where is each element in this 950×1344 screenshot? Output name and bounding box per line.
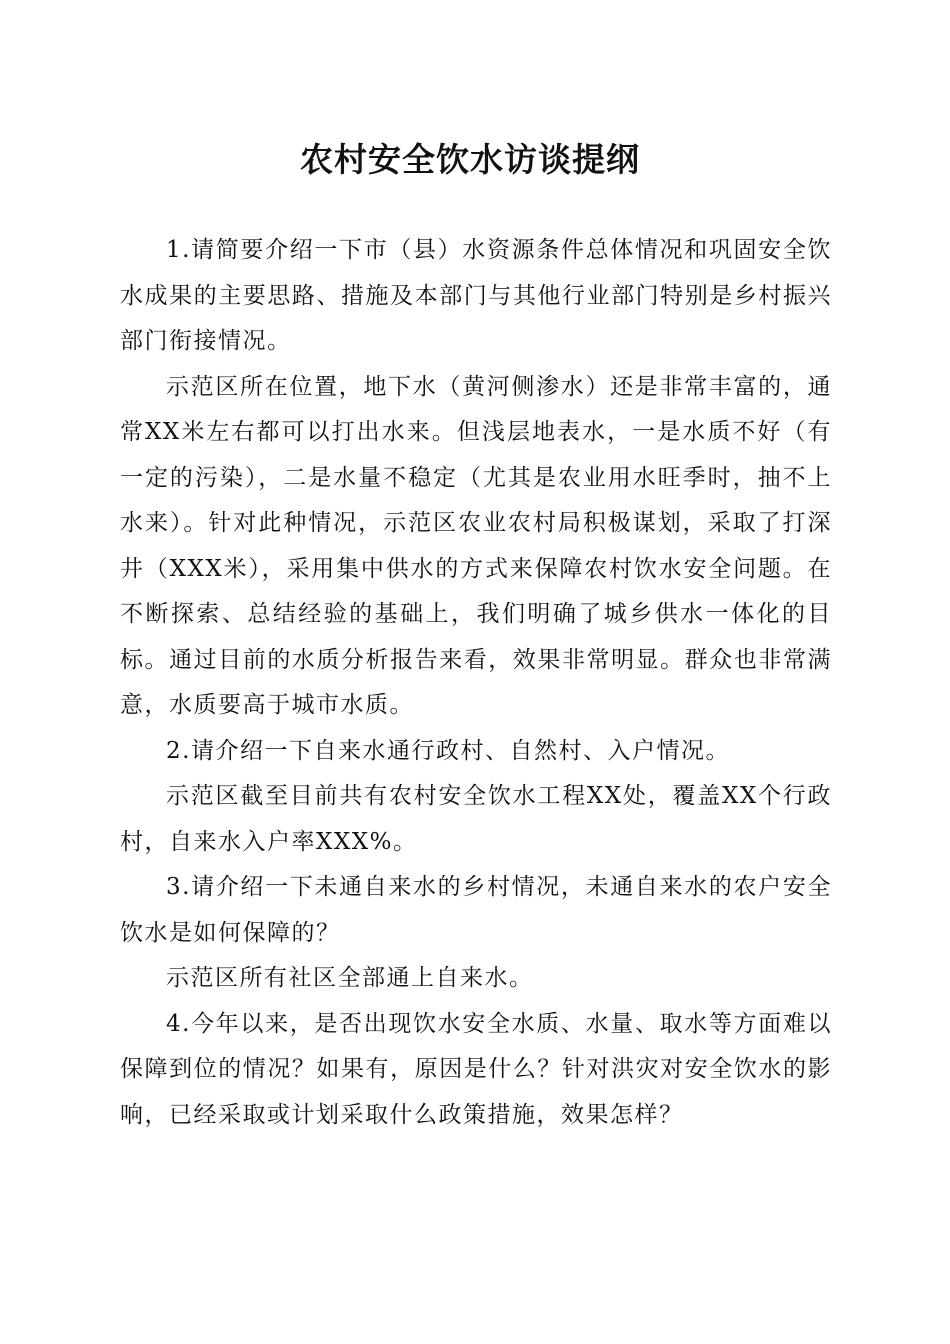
question-1: 1.请简要介绍一下市（县）水资源条件总体情况和巩固安全饮水成果的主要思路、措施及本部门与其他行业部门特别是乡村振兴部门衔接情况。 [120,237,832,354]
question-4: 4.今年以来，是否出现饮水安全水质、水量、取水等方面难以保障到位的情况？如果有，原因是什么？针对洪灾对安全饮水的影响，已经采取或计划采取什么政策措施，效果怎样？ [120,1010,832,1128]
answer-2: 示范区截至目前共有农村安全饮水工程XX处，覆盖XX个行政村，自来水入户率XXX%。 [120,783,832,855]
question-3: 3.请介绍一下未通自来水的乡村情况，未通自来水的农户安全饮水是如何保障的？ [120,874,832,946]
answer-3: 示范区所有社区全部通上自来水。 [166,965,534,991]
document-body [120,228,832,1138]
document-title: 农村安全饮水访谈提纲 [300,140,640,179]
answer-1: 示范区所在位置，地下水（黄河侧渗水）还是非常丰富的，通常XX米左右都可以打出水来。但浅层地表水，一是水质不好（有一定的污染），二是水量不稳定（尤其是农业用水旺季时，抽不上水来）。针对此种情况，示范区农业农村局积极谋划，采取了打深井（XXX米），采用集中供水的方式来保障农村饮水安全问题。在不断探索、总结经验的基础上，我们明确了城乡供水一体化的目标。通过目前的水质分析报告来看，效果非常明显。群众也非常满意，水质要高于城市水质。 [120,373,832,718]
question-2: 2.请介绍一下自来水通行政村、自然村、入户情况。 [166,737,730,764]
